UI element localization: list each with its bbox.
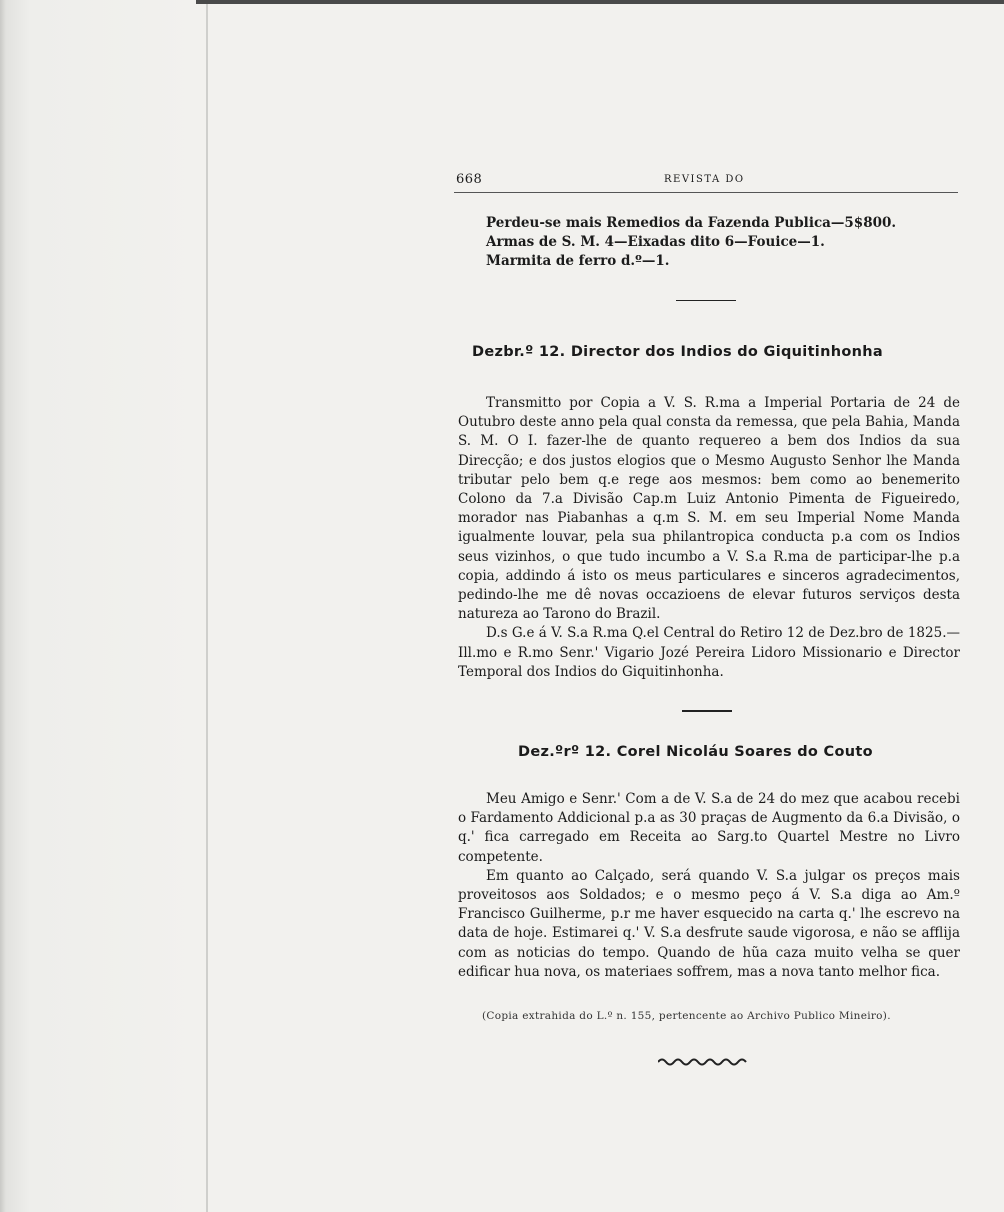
source-note: (Copia extrahida do L.º n. 155, pertencente ao Archivo Publico Mineiro). — [482, 1010, 891, 1022]
letter-1-heading: Dezbr.º 12. Director dos Indios do Giquitinhonha — [472, 344, 883, 360]
letter-2-heading: Dez.ºrº 12. Corel Nicoláu Soares do Couto — [518, 744, 873, 760]
letter-1-closing: D.s G.e á V. S.a R.ma Q.el Central do Retiro 12 de Dez.bro de 1825.—Ill.mo e R.mo Senr.' Vigario Jozé Pereira Lidoro Missionario e Director Temporal dos Indios do Giquitinhonha. — [458, 625, 960, 680]
inventory-lines — [486, 214, 896, 271]
page-header — [450, 168, 960, 190]
letter-1-body — [458, 394, 960, 682]
inventory-line: Armas de S. M. 4—Eixadas dito 6—Fouice—1. — [486, 234, 825, 250]
header-rule — [454, 192, 958, 193]
letter-1-paragraph: Transmitto por Copia a V. S. R.ma a Imperial Portaria de 24 de Outubro deste anno pela qual consta da remessa, que pela Bahia, Manda S. M. O I. fazer-lhe de quanto requereo a bem dos Indios da sua Direcção; e dos justos elogios que o Mesmo Augusto Senhor lhe Manda tributar pelo bem q.e rege aos mesmos: bem como ao benemerito Colono da 7.a Divisão Cap.m Luiz Antonio Pimenta de Figueiredo, morador nas Piabanhas a q.m S. M. em seu Imperial Nome Manda igualmente louvar, pela sua philantropica conducta p.a com os Indios seus vizinhos, o que tudo incumbo a V. S.a R.ma de participar-lhe p.a copia, addindo á isto os meus particulares e sinceros agradecimentos, pedindo-lhe me dê novas occazioens de elevar futuros serviços desta natureza ao Tarono do Brazil. — [458, 395, 960, 623]
page-number: 668 — [456, 172, 483, 187]
book-page — [450, 168, 960, 1022]
running-title: REVISTA DO — [664, 174, 745, 185]
letter-2-paragraph: Em quanto ao Calçado, será quando V. S.a julgar os preços mais proveitosos aos Soldados; e o mesmo peço á V. S.a diga ao Am.º Francisco Guilherme, p.r me haver esquecido na carta q.' lhe escrevo na data de hoje. Estimarei q.' V. S.a desfrute saude vigorosa, e não se afflija com as noticias do tempo. Quando de hũa caza muito velha se quer edificar hua nova, os materiaes soffrem, mas a nova tanto melhor fica. — [458, 867, 960, 980]
letter-2-paragraph: Meu Amigo e Senr.' Com a de V. S.a de 24 do mez que acabou recebi o Fardamento Addicional p.a as 30 praças de Augmento da 6.a Divisão, o q.' fica carregado em Receita ao Sarg.to Quartel Mestre no Livro competente. — [458, 791, 960, 865]
letter-2-body — [458, 790, 960, 982]
inventory-line: Perdeu-se mais Remedios da Fazenda Publica—5$800. — [486, 215, 897, 231]
inventory-line: Marmita de ferro d.º—1. — [486, 253, 670, 269]
page-edge — [206, 0, 208, 1212]
section-divider — [682, 710, 732, 712]
ornament-wave-icon — [658, 1056, 748, 1068]
section-divider — [676, 300, 736, 301]
scan-top-edge — [196, 0, 1004, 4]
book-binding-shadow — [0, 0, 200, 1212]
